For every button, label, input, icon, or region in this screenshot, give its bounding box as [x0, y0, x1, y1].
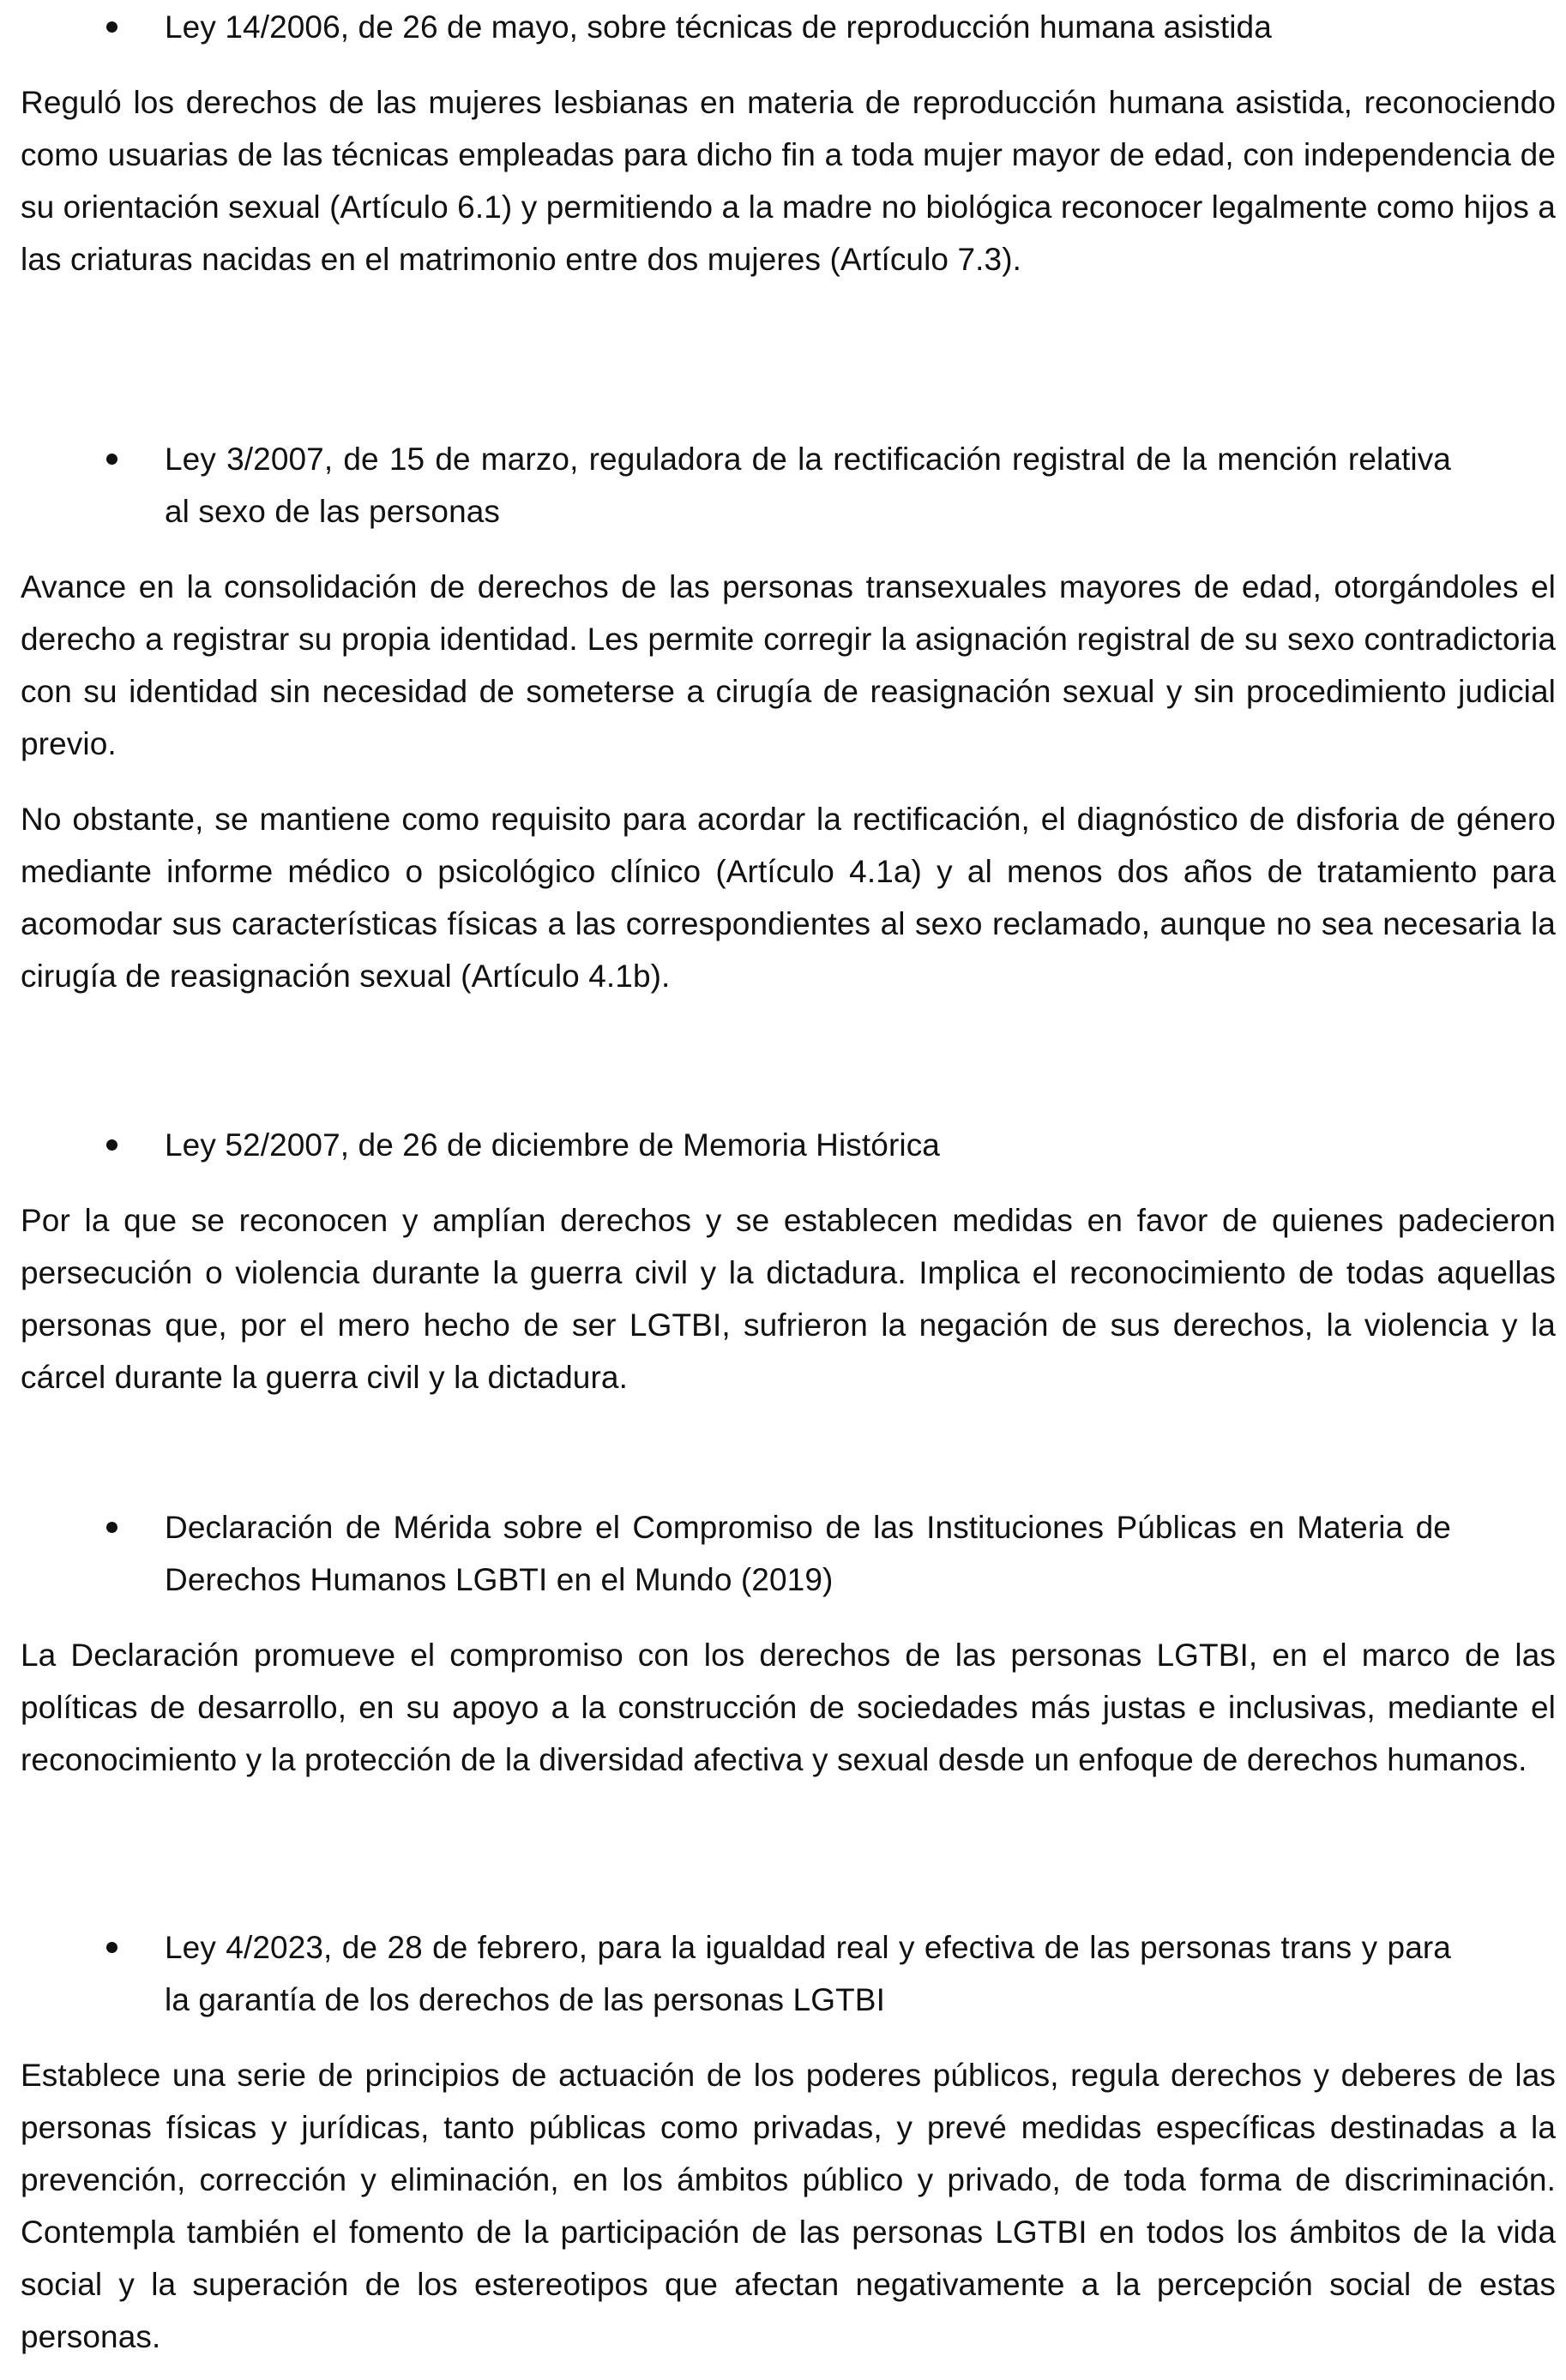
section-title: Ley 3/2007, de 15 de marzo, reguladora de la rectificación registral de la mención relativa al sexo de las personas	[165, 442, 1451, 529]
bullet-icon	[106, 454, 117, 465]
bullet-icon	[106, 21, 117, 33]
law-section-3-2007	[21, 433, 1556, 1002]
section-title: Declaración de Mérida sobre el Compromiso de las Instituciones Públicas en Materia de Derechos Humanos LGBTI en el Mundo (2019)	[165, 1510, 1451, 1597]
bullet-item	[21, 433, 1556, 538]
section-title: Ley 4/2023, de 28 de febrero, para la igualdad real y efectiva de las personas trans y para la garantía de los derechos de las personas LGTBI	[165, 1930, 1451, 2017]
law-section-4-2023	[21, 1921, 1556, 2363]
section-paragraph: Establece una serie de principios de actuación de los poderes públicos, regula derechos y deberes de las personas físicas y jurídicas, tanto públicas como privadas, y prevé medidas específicas destinadas a la prevención, corrección y eliminación, en los ámbitos público y privado, de toda forma de discriminación. Contempla también el fomento de la participación de las personas LGTBI en todos los ámbitos de la vida social y la superación de los estereotipos que afectan negativamente a la percepción social de estas personas.	[21, 2058, 1556, 2354]
law-section-14-2006	[21, 1, 1556, 285]
bullet-icon	[106, 1522, 117, 1533]
bullet-item	[21, 1921, 1556, 2026]
law-section-52-2007	[21, 1119, 1556, 1403]
section-paragraph: Reguló los derechos de las mujeres lesbianas en materia de reproducción humana asistida, reconociendo como usuarias de las técnicas empleadas para dicho fin a toda mujer mayor de edad, con independencia de su orientación sexual (Artículo 6.1) y permitiendo a la madre no biológica reconocer legalmente como hijos a las criaturas nacidas en el matrimonio entre dos mujeres (Artículo 7.3).	[21, 85, 1556, 277]
bullet-icon	[106, 1942, 117, 1953]
bullet-item	[21, 1, 1556, 53]
section-paragraph: Avance en la consolidación de derechos de las personas transexuales mayores de edad, otorgándoles el derecho a registrar su propia identidad. Les permite corregir la asignación registral de su sexo contradictoria con su identidad sin necesidad de someterse a cirugía de reasignación sexual y sin procedimiento judicial previo.	[21, 569, 1556, 761]
section-paragraph: La Declaración promueve el compromiso con los derechos de las personas LGTBI, en el marco de las políticas de desarrollo, en su apoyo a la construcción de sociedades más justas e inclusivas, mediante el reconocimiento y la protección de la diversidad afectiva y sexual desde un enfoque de derechos humanos.	[21, 1638, 1556, 1777]
bullet-item	[21, 1501, 1556, 1606]
bullet-item	[21, 1119, 1556, 1171]
section-paragraph: Por la que se reconocen y amplían derechos y se establecen medidas en favor de quienes padecieron persecución o violencia durante la guerra civil y la dictadura. Implica el reconocimiento de todas aquellas personas que, por el mero hecho de ser LGTBI, sufrieron la negación de sus derechos, la violencia y la cárcel durante la guerra civil y la dictadura.	[21, 1203, 1556, 1395]
section-title: Ley 52/2007, de 26 de diciembre de Memoria Histórica	[165, 1127, 940, 1163]
section-title: Ley 14/2006, de 26 de mayo, sobre técnicas de reproducción humana asistida	[165, 9, 1272, 45]
bullet-icon	[106, 1139, 117, 1151]
section-paragraph: No obstante, se mantiene como requisito para acordar la rectificación, el diagnóstico de disforia de género mediante informe médico o psicológico clínico (Artículo 4.1a) y al menos dos años de tratamiento para acomodar sus características físicas a las correspondientes al sexo reclamado, aunque no sea necesaria la cirugía de reasignación sexual (Artículo 4.1b).	[21, 802, 1556, 994]
declaracion-merida-section	[21, 1501, 1556, 1786]
